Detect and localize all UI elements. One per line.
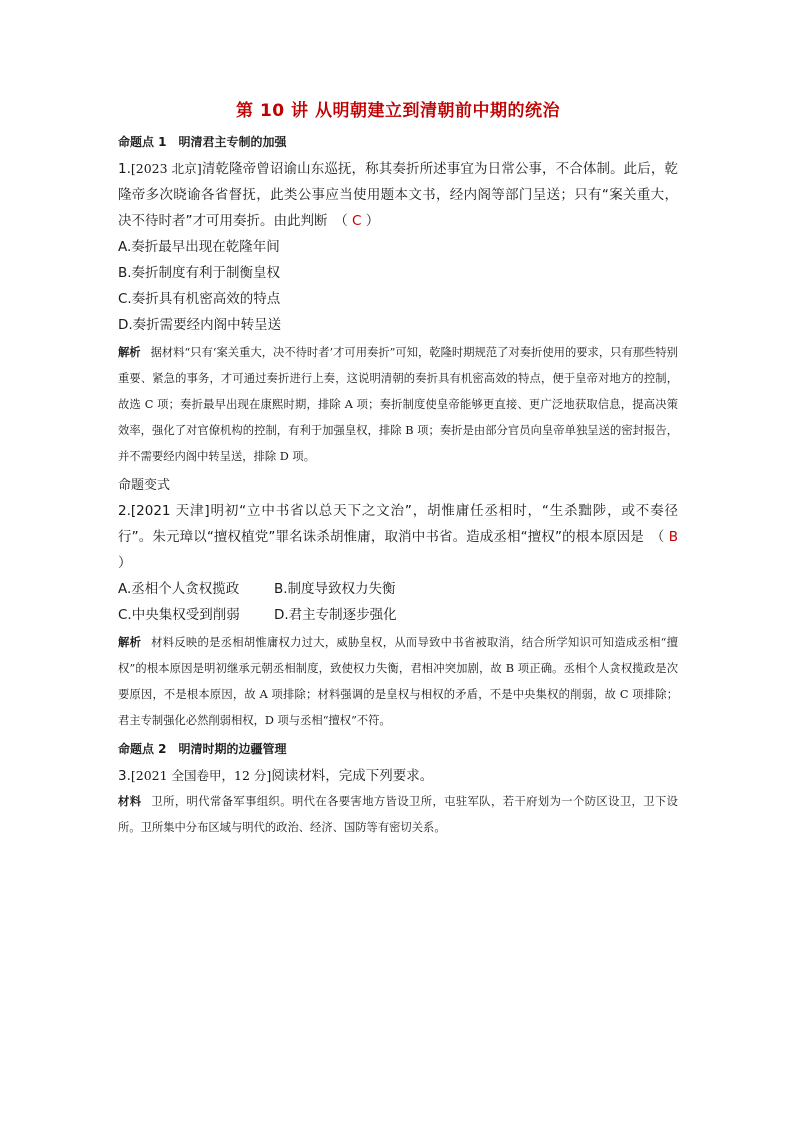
question-3-number: 3. xyxy=(118,768,131,784)
question-2-explanation: 解析 材料反映的是丞相胡惟庸权力过大，威胁皇权，从而导致中书省被取消，结合所学知识可知造成丞相“擅权”的根本原因是明初继承元朝丞相制度，致使权力失衡，君相冲突加剧，故 B 项正确。丞相个人贪权揽政是次要原因，不是根本原因，故 A 项排除；材料强调的是皇权与相权的矛盾，不是中央集权的削弱，故 C 项排除；君主专制强化必然削弱相权，D 项与丞相“擅权”不符。 xyxy=(118,636,678,727)
question-1-option-d: D.奏折需要经内阁中转呈送 xyxy=(118,317,282,333)
question-1-number: 1. xyxy=(118,161,131,177)
question-1-option-a: A.奏折最早出现在乾隆年间 xyxy=(118,239,280,255)
question-3-stem: 3.[2021 全国卷甲，12 分]阅读材料，完成下列要求。 xyxy=(118,768,434,784)
variant-heading: 命题变式 xyxy=(118,478,171,493)
explanation-label: 解析 xyxy=(118,346,141,359)
explanation-label: 解析 xyxy=(118,636,142,649)
page-title: 第 10 讲 从明朝建立到清朝前中期的统治 xyxy=(236,101,560,121)
question-3-material: 材料 卫所，明代常备军事组织。明代在各要害地方皆设卫所，屯驻军队，若干府划为一个防区设卫，卫下设所。卫所集中分布区域与明代的政治、经济、国防等有密切关系。 xyxy=(118,795,678,834)
question-1-explanation: 解析 据材料“只有‘案关重大，决不待时者’才可用奏折”可知，乾隆时期规范了对奏折使用的要求，只有那些特别重要、紧急的事务，才可通过奏折进行上奏，这说明清朝的奏折具有机密高效的特点，便于皇帝对地方的控制，故选 C 项；奏折最早出现在康熙时期，排除 A 项；奏折制度使皇帝能够更直接、更广泛地获取信息，提高决策效率，强化了对官僚机构的控制，有利于加强皇权，排除 B 项；奏折是由部分官员向皇帝单独呈送的密封报告，并不需要经内阁中转呈送，排除 D 项。 xyxy=(118,346,678,463)
question-1-answer: C xyxy=(352,213,362,229)
question-1-option-b: B.奏折制度有利于制衡皇权 xyxy=(118,265,281,281)
question-2-option-a: A.丞相个人贪权揽政 xyxy=(118,581,240,597)
question-2-source: [2021 天津] xyxy=(130,503,210,519)
section-heading-2: 命题点 2 明清时期的边疆管理 xyxy=(118,742,287,756)
question-2-options-row-2 xyxy=(118,602,678,628)
question-1-source: [2023 北京] xyxy=(130,161,202,176)
section-heading-1: 命题点 1 明清君主专制的加强 xyxy=(118,135,287,149)
document-page xyxy=(118,96,678,841)
question-2-number: 2. xyxy=(118,503,131,519)
question-1-stem: 1.[2023 北京]清乾隆帝曾诏谕山东巡抚，称其奏折所述事宜为日常公事，不合体制。此后，乾隆帝多次晓谕各省督抚，此类公事应当使用题本文书，经内阁等部门呈送；只有“案关重大，决不待时者”才可用奏折。由此判断 （ C ） xyxy=(118,161,678,229)
question-2-option-c: C.中央集权受到削弱 xyxy=(118,607,240,623)
question-2-answer: B xyxy=(668,529,679,545)
question-3-source: [2021 全国卷甲，12 分] xyxy=(130,768,272,783)
question-2-stem: 2.[2021 天津]明初“立中书省以总天下之文治”，胡惟庸任丞相时，“生杀黜陟，或不奏径行”。朱元璋以“擅权植党”罪名诛杀胡惟庸，取消中书省。造成丞相“擅权”的根本原因是 （ B ） xyxy=(118,503,679,571)
question-2-option-b: B.制度导致权力失衡 xyxy=(274,581,396,597)
question-2-options-row-1 xyxy=(118,576,678,602)
question-2-option-d: D.君主专制逐步强化 xyxy=(274,607,397,623)
question-1-option-c: C.奏折具有机密高效的特点 xyxy=(118,291,281,307)
material-label: 材料 xyxy=(118,795,142,808)
